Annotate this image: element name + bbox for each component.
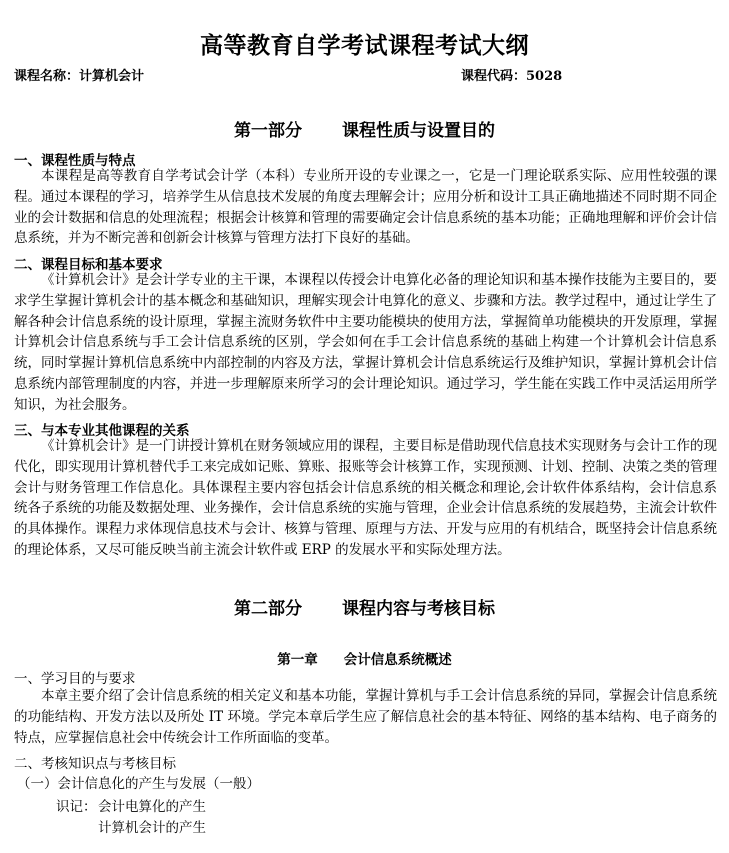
course-code: 课程代码：5028: [461, 69, 563, 84]
recall-label: 识记：: [56, 799, 97, 815]
section3-heading: 三、与本专业其他课程的关系: [14, 423, 190, 439]
part2-title: 课程内容与考核目标: [342, 599, 495, 619]
knowledge-point-1: （一）会计信息化的产生与发展（一般）: [17, 776, 260, 792]
document-title: 高等教育自学考试课程考试大纲: [200, 32, 529, 59]
part2-label: 第二部分: [234, 599, 302, 619]
chapter1-paragraph: 本章主要介绍了会计信息系统的相关定义和基本功能，掌握计算机与手工会计信息系统的异同，掌握会计信息系统的功能结构、开发方法以及所处 IT 环境。学完本章后学生应了解信息社会的基本特征、网络的基本结构、电子商务的特点，应掌握信息社会中传统会计工作所面临的变革。: [14, 688, 717, 746]
section3-paragraph: 《计算机会计》是一门讲授计算机在财务领域应用的课程，主要目标是借助现代信息技术实现财务与会计工作的现代化，即实现用计算机替代手工来完成如记账、算账、报账等会计核算工作，实现预测、计划、控制、决策之类的管理会计与财务管理工作信息化。具体课程主要内容包括会计信息系统的相关概念和理论,会计软件体系结构，会计信息系统各子系统的功能及数据处理、业务操作，会计信息系统的实施与管理，企业会计信息系统的发展趋势，主流会计软件的具体操作。课程力求体现信息技术与会计、核算与管理、原理与方法、开发与应用的有机结合，既坚持会计信息系统的理论体系，又尽可能反映当前主流会计软件或 ERP 的发展水平和实际处理方法。: [14, 438, 717, 558]
part1-heading: [0, 116, 729, 141]
section2-heading: 二、课程目标和基本要求: [14, 257, 163, 273]
section1-paragraph: 本课程是高等教育自学考试会计学（本科）专业所开设的专业课之一，它是一门理论联系实际、应用性较强的课程。通过本课程的学习，培养学生从信息技术发展的角度去理解会计；应用分析和设计工具正确地描述不同时期不同企业的会计数据和信息的处理流程；根据会计核算和管理的需要确定会计信息系统的基本功能；正确地理解和评价会计信息系统，并为不断完善和创新会计核算与管理方法打下良好的基础。: [14, 168, 717, 247]
section1-heading: 一、课程性质与特点: [14, 153, 136, 169]
chapter1-heading: [0, 648, 729, 668]
course-name: 课程名称：计算机会计: [14, 69, 145, 84]
section2-paragraph: 《计算机会计》是会计学专业的主干课，本课程以传授会计电算化必备的理论知识和基本操作技能为主要目的，要求学生掌握计算机会计的基本概念和基础知识，理解实现会计电算化的意义、步骤和方法。教学过程中，通过让学生了解各种会计信息系统的设计原理，掌握主流财务软件中主要功能模块的使用方法，掌握简单功能模块的开发原理，掌握计算机会计信息系统与手工会计信息系统的区别，学会如何在手工会计信息系统的基础上构建一个计算机会计信息系统，同时掌握计算机信息系统中内部控制的内容及方法，掌握计算机会计信息系统运行及维护知识，掌握计算机会计信息系统内部管理制度的内容，并进一步理解原来所学习的会计理论知识。通过学习，学生能在实践工作中灵活运用所学知识，为社会服务。: [14, 272, 717, 413]
chapter1-label: 第一章: [277, 652, 318, 668]
chapter1-subsection1: 一、学习目的与要求: [14, 671, 136, 687]
part1-label: 第一部分: [234, 121, 302, 141]
chapter1-subsection2: 二、考核知识点与考核目标: [14, 756, 176, 772]
part1-title: 课程性质与设置目的: [342, 121, 495, 141]
chapter1-title: 会计信息系统概述: [343, 652, 452, 668]
part2-heading: [0, 594, 729, 619]
recall-item-2: 计算机会计的产生: [98, 820, 206, 836]
recall-item-1: 会计电算化的产生: [98, 799, 206, 815]
